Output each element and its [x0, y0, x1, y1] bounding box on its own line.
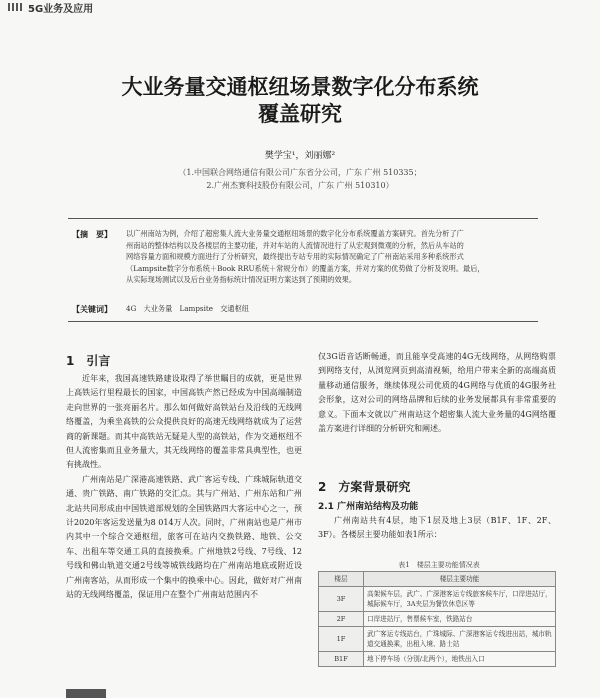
paragraph: 近年来，我国高速铁路建设取得了举世瞩目的成就，更是世界上高铁运行里程最长的国家，中国高铁产然已经成为中国高端制造走向世界的一张亮丽名片。那么如何做好高铁站台及沿线的无线网络覆盖，为乘坐高铁的公众提供良好的高速无线网络就成为了运营商的新课题。而其中高铁站无疑是人型的高铁站，作为交通枢纽不但人流密集而且业务量大，其无线网络的覆盖非常具典型性，也更有挑战性。 — [66, 374, 302, 470]
function-cell: 高架候车层，武广、广深港客运专线旅客候车厅，口岸进站厅，城际候车厅，3A夹层为餐饮休息区等 — [364, 587, 556, 612]
authors: 樊学宝¹，刘丽娜² — [264, 151, 336, 161]
section-2-heading: 2 方案背景研究 — [318, 480, 411, 494]
paragraph: 广州南站是广深港高速铁路、武广客运专线、广珠城际轨道交通、贵广铁路、南广铁路的交汇点。其与广州站、广州东站和广州北站共同形成由中国铁道部规划的全国铁路四大客运中心之一，预计2020年客运发送量为8 014万人次。同时，广州南站也是广州市内其中一个综合交通枢纽，旅客可在站内交换铁路、地铁、公交车、出租车等交通工具的直接换乘。广州地铁2号线、7号线、12号线和佛山轨道交通2号线等城铁线路均在广州南站地底或附近设广州南客站，从而形成一个集中的换乘中心。因此，做好对广州南站的无线网络覆盖，保证用户在整个广州南站范围内不 — [66, 474, 302, 600]
floor-cell: 3F — [319, 587, 364, 612]
keywords: 4G 大业务量 Lampsite 交通枢纽 — [126, 304, 249, 313]
grip-icon — [8, 3, 24, 11]
section-2-paragraph — [318, 514, 556, 543]
title-line-1: 大业务量交通枢纽场景数字化分布系统 — [121, 75, 479, 99]
paper-title — [0, 74, 600, 128]
right-column-paragraph: 仅3G语音话断畅通，而且能享受高速的4G无线网络，从网络购票到网络支付，从浏览网页到高清视频，给用户带来全新的高端高质量移动通信服务，继续体现公司优质的4G网络与优质的4G服务社会形象，这对公司的网络品牌和后续的业务发展都具有非常重要的意义。下面本文就以广州南站这个超密集人流大业务量的4G网络覆盖方案进行详细的分析研究和阐述。 — [318, 352, 556, 434]
abstract-label: 【摘 要】 — [72, 230, 112, 239]
table-header-cell: 楼层主要功能 — [364, 572, 556, 587]
affiliation-1: （1.中国联合网络通信有限公司广东省分公司，广东 广州 510335； — [178, 168, 422, 177]
floor-cell: 2F — [319, 612, 364, 627]
table-row — [319, 627, 556, 652]
floor-cell: 1F — [319, 627, 364, 652]
abstract-line: 网络容量方面和规模方面进行了分析研究，最终提出专站专用的实际情况确定了广州南站采用多种系统形式 — [126, 252, 464, 262]
section-1-heading: 1 引言 — [66, 354, 111, 368]
function-cell: 口岸进站厅，售票候车室，铁路站台 — [364, 612, 556, 627]
abstract-line: 从实际现场测试以及后台业务指标统计情况证明方案达到了预期的效果。 — [126, 275, 357, 285]
floor-cell: B1F — [319, 652, 364, 667]
floor-function-table — [318, 571, 556, 667]
abstract-text — [126, 228, 534, 286]
page-header — [0, 0, 600, 14]
abstract-line: 州南站的整体结构以及各楼层的主要功能，并对车站的人流情况进行了从宏观到微观的分析，然后从车站的 — [126, 240, 464, 250]
abstract-line: 以广州南站为例，介绍了超密集人流大业务量交通枢纽场景的数字化分布系统覆盖方案研究。首先分析了广 — [126, 229, 464, 238]
table-header-row — [319, 572, 556, 587]
abstract-line: （Lampsite数字分布系统＋Book RRU系统＋常规分布）的覆盖方案，并对方案的优势做了分析及说明。最后， — [126, 263, 485, 273]
subsection-2-1-heading: 2.1 广州南站结构及功能 — [318, 502, 419, 512]
section-label: 5G业务及应用 — [28, 4, 94, 15]
function-cell: 武广客运专线站台，广珠城际、广深港客运专线进出站，城市轨道交通换乘，出租入境、路士站 — [364, 627, 556, 652]
table-row — [319, 612, 556, 627]
keywords-label: 【关键词】 — [72, 305, 112, 314]
function-cell: 地下停车场（分别/北两个），地铁出入口 — [364, 652, 556, 667]
affiliations — [0, 166, 600, 192]
table-caption: 表1 楼层主要功能情况表 — [398, 561, 480, 569]
table-header-cell: 楼层 — [319, 572, 364, 587]
paragraph: 广州南站共有4层，地下1层及地上3层（B1F、1F、2F、3F）。各楼层主要功能如表1所示： — [318, 516, 556, 540]
left-column — [66, 372, 302, 603]
table-row — [319, 587, 556, 612]
table-row — [319, 652, 556, 667]
footer-mark — [66, 689, 106, 698]
title-line-2: 覆盖研究 — [258, 102, 342, 126]
affiliation-2: 2.广州杰赛科技股份有限公司，广东 广州 510310） — [206, 181, 394, 190]
